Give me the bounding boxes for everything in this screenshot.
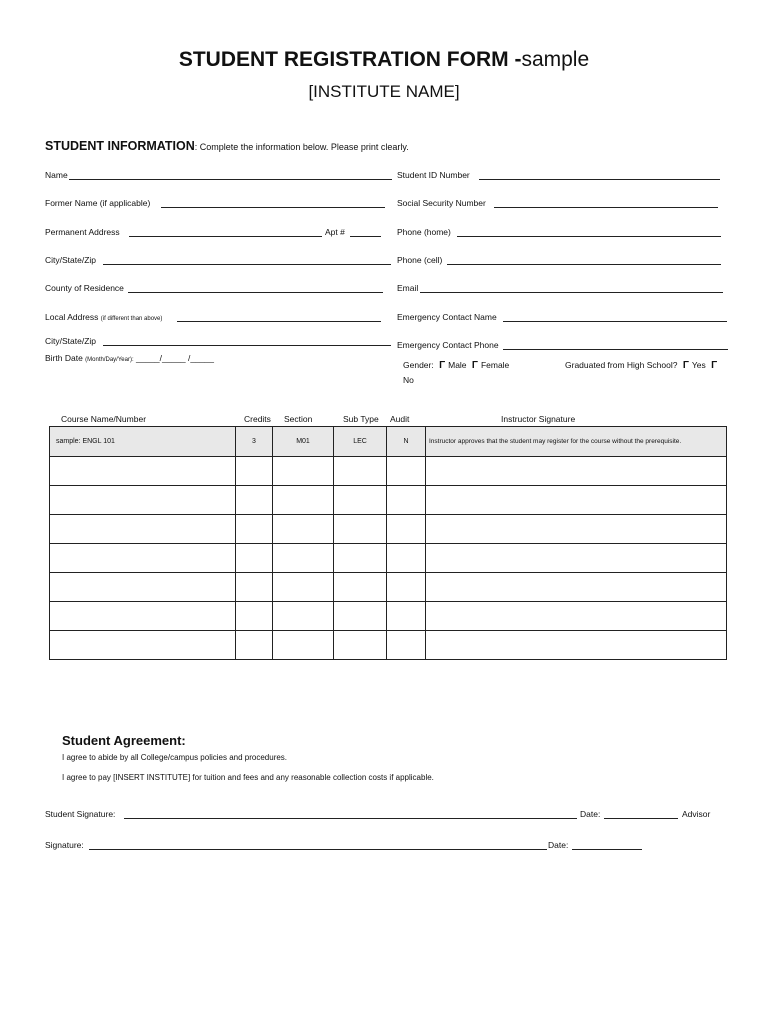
sample-instructor: Instructor approves that the student may register for the course without the prerequisite. — [426, 427, 727, 457]
sub-type-header: Sub Type — [343, 414, 379, 424]
female-checkbox[interactable]: Γ — [471, 360, 478, 371]
local-address-note: (if different than above) — [100, 316, 163, 322]
date-label: Date: — [580, 809, 601, 819]
agreement-heading: Student Agreement: — [62, 733, 186, 748]
course-cell[interactable] — [50, 602, 236, 631]
sample-section: M01 — [273, 427, 334, 457]
emergency-name-field[interactable] — [503, 321, 727, 322]
credits-header: Credits — [244, 414, 271, 424]
no-label: No — [403, 375, 414, 385]
sub-type-cell[interactable] — [334, 544, 387, 573]
course-table — [49, 426, 727, 660]
ssn-field[interactable] — [494, 207, 718, 208]
no-checkbox[interactable]: Γ — [711, 360, 718, 371]
county-label: County of Residence — [45, 283, 124, 293]
course-cell[interactable] — [50, 457, 236, 486]
sub-type-cell[interactable] — [334, 631, 387, 660]
phone-home-field[interactable] — [457, 236, 721, 237]
student-info-title: STUDENT INFORMATION — [45, 139, 195, 153]
birth-date-field[interactable]: _____/_____ /_____ — [136, 353, 215, 363]
ssn-label: Social Security Number — [397, 198, 486, 208]
credits-cell[interactable] — [236, 486, 273, 515]
sub-type-cell[interactable] — [334, 457, 387, 486]
sample-credits: 3 — [236, 427, 273, 457]
phone-cell-field[interactable] — [447, 264, 721, 265]
credits-cell[interactable] — [236, 573, 273, 602]
sub-type-cell[interactable] — [334, 486, 387, 515]
apt-field[interactable] — [350, 236, 381, 237]
audit-cell[interactable] — [387, 631, 426, 660]
credits-cell[interactable] — [236, 544, 273, 573]
name-label: Name — [45, 170, 68, 180]
instructor-cell[interactable] — [426, 602, 727, 631]
sample-row — [50, 427, 727, 457]
gender-group — [403, 360, 509, 371]
sub-type-cell[interactable] — [334, 602, 387, 631]
signature-label: Signature: — [45, 840, 84, 850]
date2-label: Date: — [548, 840, 569, 850]
local-address-text: Local Address — [45, 312, 99, 322]
section-cell[interactable] — [273, 457, 334, 486]
birth-date-text: Birth Date — [45, 353, 83, 363]
instructor-cell[interactable] — [426, 486, 727, 515]
date-field[interactable] — [604, 818, 678, 819]
agreement-line-2: I agree to pay [INSERT INSTITUTE] for tuition and fees and any reasonable collection costs if applicable. — [62, 773, 434, 782]
course-header: Course Name/Number — [61, 414, 147, 424]
city-state-zip-label: City/State/Zip — [45, 255, 97, 265]
emergency-phone-label: Emergency Contact Phone — [397, 340, 499, 350]
form-title-bold: STUDENT REGISTRATION FORM - — [178, 48, 522, 71]
signature-field[interactable] — [89, 849, 547, 850]
sample-sub-type: LEC — [334, 427, 387, 457]
course-cell[interactable] — [50, 631, 236, 660]
female-label: Female — [480, 360, 510, 370]
section-cell[interactable] — [273, 515, 334, 544]
course-cell[interactable] — [50, 515, 236, 544]
course-row — [50, 457, 727, 486]
sample-audit: N — [387, 427, 426, 457]
sub-type-cell[interactable] — [334, 573, 387, 602]
yes-checkbox[interactable]: Γ — [682, 360, 689, 371]
student-signature-field[interactable] — [124, 818, 577, 819]
credits-cell[interactable] — [236, 631, 273, 660]
yes-label: Yes — [691, 360, 706, 370]
instructor-cell[interactable] — [426, 573, 727, 602]
sub-type-cell[interactable] — [334, 515, 387, 544]
birth-date-label — [45, 353, 214, 363]
credits-cell[interactable] — [236, 602, 273, 631]
audit-cell[interactable] — [387, 602, 426, 631]
city-state-zip-field[interactable] — [103, 264, 391, 265]
instructor-cell[interactable] — [426, 515, 727, 544]
email-field[interactable] — [420, 292, 723, 293]
name-field[interactable] — [69, 179, 392, 180]
course-row — [50, 631, 727, 660]
local-address-field[interactable] — [177, 321, 381, 322]
credits-cell[interactable] — [236, 515, 273, 544]
sample-course: sample: ENGL 101 — [50, 427, 236, 457]
audit-cell[interactable] — [387, 515, 426, 544]
audit-cell[interactable] — [387, 544, 426, 573]
section-cell[interactable] — [273, 573, 334, 602]
graduated-label: Graduated from High School? — [565, 360, 678, 370]
permanent-address-label: Permanent Address — [45, 227, 120, 237]
audit-cell[interactable] — [387, 573, 426, 602]
city-state-zip-2-field[interactable] — [103, 345, 391, 346]
date2-field[interactable] — [572, 849, 642, 850]
student-info-instructions: : Complete the information below. Please print clearly. — [194, 142, 409, 152]
permanent-address-field[interactable] — [129, 236, 322, 237]
local-address-label — [45, 312, 162, 322]
course-row — [50, 573, 727, 602]
former-name-field[interactable] — [161, 207, 385, 208]
apt-label: Apt # — [325, 227, 345, 237]
audit-header: Audit — [390, 414, 410, 424]
student-id-field[interactable] — [479, 179, 720, 180]
credits-cell[interactable] — [236, 457, 273, 486]
course-row — [50, 515, 727, 544]
section-cell[interactable] — [273, 486, 334, 515]
course-row — [50, 486, 727, 515]
agreement-line-1: I agree to abide by all College/campus policies and procedures. — [62, 753, 288, 762]
instructor-cell[interactable] — [426, 631, 727, 660]
course-cell[interactable] — [50, 544, 236, 573]
student-id-label: Student ID Number — [397, 170, 470, 180]
form-title-suffix: sample — [521, 48, 590, 71]
instructor-header: Instructor Signature — [501, 414, 576, 424]
course-cell[interactable] — [50, 486, 236, 515]
course-row — [50, 544, 727, 573]
advisor-label: Advisor — [682, 809, 711, 819]
phone-cell-label: Phone (cell) — [397, 255, 443, 265]
section-cell[interactable] — [273, 602, 334, 631]
form-title — [0, 48, 768, 72]
gender-label: Gender: — [403, 360, 434, 370]
course-cell[interactable] — [50, 573, 236, 602]
email-label: Email — [397, 283, 419, 293]
male-label: Male — [448, 360, 467, 370]
audit-cell[interactable] — [387, 486, 426, 515]
student-signature-label: Student Signature: — [45, 809, 116, 819]
audit-cell[interactable] — [387, 457, 426, 486]
male-checkbox[interactable]: Γ — [439, 360, 446, 371]
section-cell[interactable] — [273, 544, 334, 573]
county-field[interactable] — [128, 292, 383, 293]
graduated-group — [565, 360, 720, 371]
phone-home-label: Phone (home) — [397, 227, 451, 237]
instructor-cell[interactable] — [426, 457, 727, 486]
birth-date-note: (Month/Day/Year): — [85, 357, 134, 363]
emergency-phone-field[interactable] — [503, 349, 728, 350]
course-row — [50, 602, 727, 631]
student-info-heading — [45, 139, 409, 153]
emergency-name-label: Emergency Contact Name — [397, 312, 497, 322]
former-name-label: Former Name (if applicable) — [45, 198, 151, 208]
section-header: Section — [284, 414, 313, 424]
city-state-zip-2-label: City/State/Zip — [45, 336, 97, 346]
instructor-cell[interactable] — [426, 544, 727, 573]
institute-name: [INSTITUTE NAME] — [308, 82, 460, 101]
section-cell[interactable] — [273, 631, 334, 660]
